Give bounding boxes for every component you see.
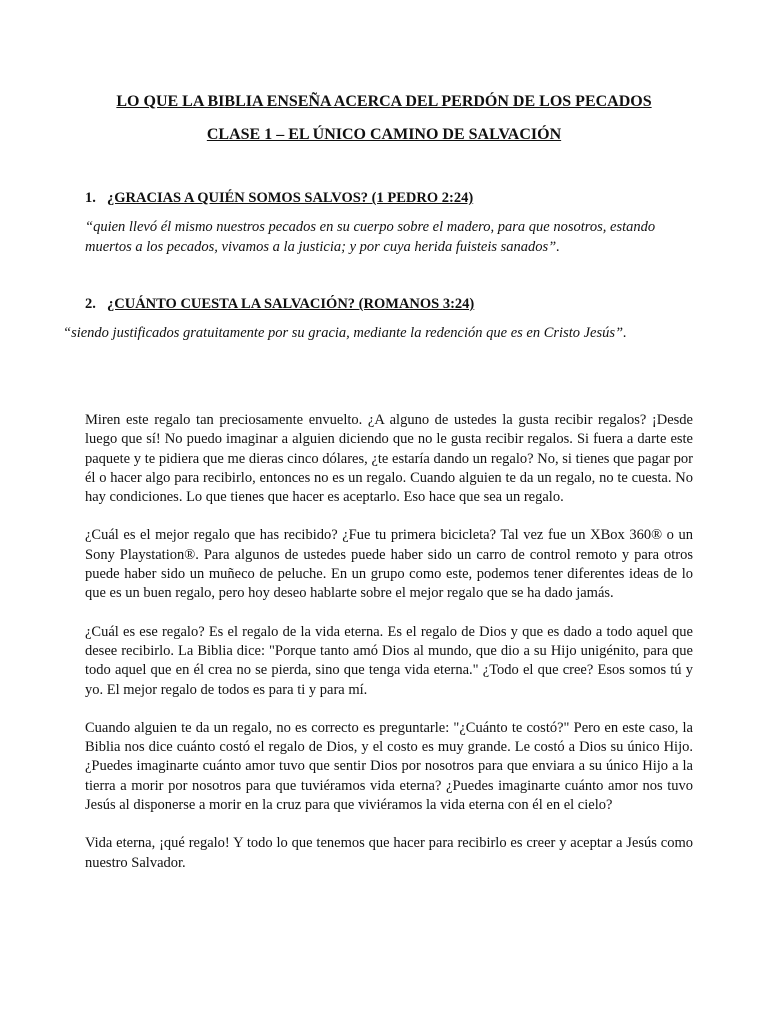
body-paragraph: Miren este regalo tan preciosamente envuelto. ¿A alguno de ustedes la gusta recibir regalos? ¡Desde luego que sí! No puedo imaginar a alguien diciendo que no le gusta recibir regalos. Si fuera a darte este paquete y te pidiera que me dieras cinco dólares, ¿te estaría dando un regalo? No, si tienes que pagar por él o hacer algo para recibirlo, entonces no es un regalo. Cuando alguien te da un regalo, no te cuesta. No hay condiciones. Lo que tienes que hacer es aceptarlo. Eso hace que sea un regalo.: [85, 412, 693, 506]
body-paragraph: Vida eterna, ¡qué regalo! Y todo lo que tenemos que hacer para recibirlo es creer y aceptar a Jesús como nuestro Salvador.: [85, 835, 693, 871]
scripture-quote-1: “quien llevó él mismo nuestros pecados en su cuerpo sobre el madero, para que nosotros, estando muertos a los pecados, vivamos a la justicia; y por cuya herida fuisteis sanados”.: [85, 219, 656, 255]
document-subtitle: CLASE 1 – EL ÚNICO CAMINO DE SALVACIÓN: [206, 126, 562, 143]
body-text: [85, 411, 693, 892]
body-paragraph: Cuando alguien te da un regalo, no es correcto es preguntarle: "¿Cuánto te costó?" Pero en este caso, la Biblia nos dice cuánto costó el regalo de Dios, y el costo es muy grande. Le costó a Dios su único Hijo. ¿Puedes imaginarte cuánto amor tuvo que sentir Dios por nosotros para que enviara a su único Hijo a la tierra a morir por nosotros para que tuviéramos vida eterna? ¿Puedes imaginarte cuánto amor nos tuvo Jesús al disponerse a morir en la cruz para que viviéramos la vida eterna con él en el cielo?: [85, 719, 693, 814]
section-number: 2.: [85, 296, 96, 312]
scripture-quote-2: “siendo justificados gratuitamente por su gracia, mediante la redención que es en Cristo Jesús”.: [63, 325, 627, 341]
section-number: 1.: [85, 190, 96, 206]
section-heading-text: ¿GRACIAS A QUIÉN SOMOS SALVOS? (1 PEDRO 2:24): [107, 190, 474, 206]
section-heading-2: [85, 296, 474, 313]
section-heading-1: [85, 190, 473, 207]
section-heading-text: ¿CUÁNTO CUESTA LA SALVACIÓN? (ROMANOS 3:24): [107, 296, 475, 312]
document-title: LO QUE LA BIBLIA ENSEÑA ACERCA DEL PERDÓN DE LOS PECADOS: [116, 93, 652, 110]
body-paragraph: ¿Cuál es el mejor regalo que has recibido? ¿Fue tu primera bicicleta? Tal vez fue un XBox 360® o un Sony Playstation®. Para algunos de ustedes puede haber sido un carro de control remoto y para otros puede haber sido un muñeco de peluche. En un grupo como este, podemos tener diferentes ideas de lo que es un buen regalo, pero hoy deseo hablarte sobre el mejor regalo que se ha dado jamás.: [85, 527, 693, 602]
body-paragraph: ¿Cuál es ese regalo? Es el regalo de la vida eterna. Es el regalo de Dios y que es dado a todo aquel que desee recibirlo. La Biblia dice: "Porque tanto amó Dios al mundo, que dio a su Hijo unigénito, para que todo aquel que en él crea no se pierda, sino que tenga vida eterna." ¿Todo el que cree? Esos somos tú y yo. El mejor regalo de todos es para ti y para mí.: [85, 623, 693, 698]
